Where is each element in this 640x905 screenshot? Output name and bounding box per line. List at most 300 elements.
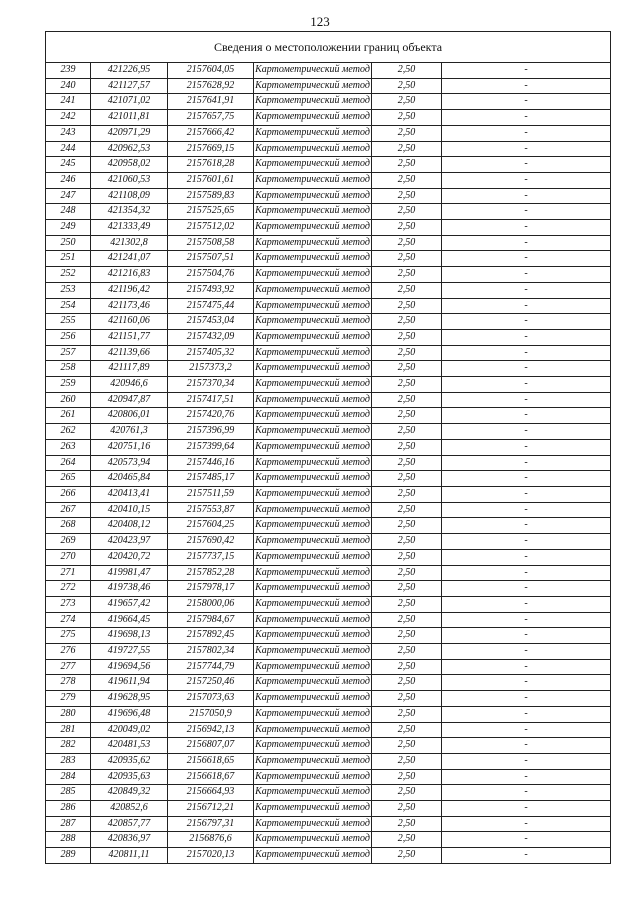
accuracy-cell: 2,50: [372, 534, 442, 550]
table-row: [46, 329, 611, 345]
accuracy-cell: 2,50: [372, 172, 442, 188]
accuracy-cell: 2,50: [372, 392, 442, 408]
accuracy-cell: 2,50: [372, 408, 442, 424]
accuracy-cell: 2,50: [372, 785, 442, 801]
x-coordinate-cell: 420465,84: [91, 471, 168, 487]
description-cell: -: [442, 235, 611, 251]
accuracy-cell: 2,50: [372, 644, 442, 660]
y-coordinate-cell: 2157657,75: [168, 110, 254, 126]
y-coordinate-cell: 2157399,64: [168, 439, 254, 455]
x-coordinate-cell: 421302,8: [91, 235, 168, 251]
table-row: [46, 408, 611, 424]
method-cell: Картометрический метод: [254, 675, 372, 691]
table-row: [46, 581, 611, 597]
description-cell: -: [442, 644, 611, 660]
table-row: [46, 486, 611, 502]
table-row: [46, 314, 611, 330]
method-cell: Картометрический метод: [254, 235, 372, 251]
accuracy-cell: 2,50: [372, 816, 442, 832]
point-number-cell: 275: [46, 628, 91, 644]
x-coordinate-cell: 421226,95: [91, 63, 168, 79]
method-cell: Картометрический метод: [254, 596, 372, 612]
table-row: [46, 204, 611, 220]
table-row: [46, 439, 611, 455]
point-number-cell: 241: [46, 94, 91, 110]
y-coordinate-cell: 2157512,02: [168, 220, 254, 236]
y-coordinate-cell: 2157690,42: [168, 534, 254, 550]
y-coordinate-cell: 2157511,59: [168, 486, 254, 502]
x-coordinate-cell: 421139,66: [91, 345, 168, 361]
accuracy-cell: 2,50: [372, 251, 442, 267]
page-number: 123: [310, 14, 330, 29]
method-cell: Картометрический метод: [254, 706, 372, 722]
point-number-cell: 264: [46, 455, 91, 471]
description-cell: -: [442, 596, 611, 612]
table-row: [46, 172, 611, 188]
accuracy-cell: 2,50: [372, 94, 442, 110]
description-cell: -: [442, 204, 611, 220]
point-number-cell: 278: [46, 675, 91, 691]
accuracy-cell: 2,50: [372, 314, 442, 330]
x-coordinate-cell: 420935,63: [91, 769, 168, 785]
table-row: [46, 534, 611, 550]
y-coordinate-cell: 2157420,76: [168, 408, 254, 424]
x-coordinate-cell: 420852,6: [91, 801, 168, 817]
accuracy-cell: 2,50: [372, 361, 442, 377]
table-row: [46, 377, 611, 393]
accuracy-cell: 2,50: [372, 612, 442, 628]
method-cell: Картометрический метод: [254, 63, 372, 79]
point-number-cell: 274: [46, 612, 91, 628]
point-number-cell: 277: [46, 659, 91, 675]
y-coordinate-cell: 2158000,06: [168, 596, 254, 612]
method-cell: Картометрический метод: [254, 832, 372, 848]
y-coordinate-cell: 2157641,91: [168, 94, 254, 110]
x-coordinate-cell: 421108,09: [91, 188, 168, 204]
accuracy-cell: 2,50: [372, 282, 442, 298]
accuracy-cell: 2,50: [372, 125, 442, 141]
y-coordinate-cell: 2157852,28: [168, 565, 254, 581]
accuracy-cell: 2,50: [372, 329, 442, 345]
y-coordinate-cell: 2157892,45: [168, 628, 254, 644]
table-row: [46, 282, 611, 298]
point-number-cell: 266: [46, 486, 91, 502]
description-cell: -: [442, 282, 611, 298]
method-cell: Картометрический метод: [254, 329, 372, 345]
point-number-cell: 259: [46, 377, 91, 393]
point-number-cell: 252: [46, 267, 91, 283]
x-coordinate-cell: 419738,46: [91, 581, 168, 597]
y-coordinate-cell: 2157604,05: [168, 63, 254, 79]
point-number-cell: 255: [46, 314, 91, 330]
accuracy-cell: 2,50: [372, 345, 442, 361]
point-number-cell: 288: [46, 832, 91, 848]
description-cell: -: [442, 738, 611, 754]
method-cell: Картометрический метод: [254, 722, 372, 738]
y-coordinate-cell: 2157475,44: [168, 298, 254, 314]
x-coordinate-cell: 419698,13: [91, 628, 168, 644]
table-row: [46, 235, 611, 251]
description-cell: -: [442, 424, 611, 440]
method-cell: Картометрический метод: [254, 738, 372, 754]
point-number-cell: 254: [46, 298, 91, 314]
method-cell: Картометрический метод: [254, 267, 372, 283]
method-cell: Картометрический метод: [254, 439, 372, 455]
point-number-cell: 242: [46, 110, 91, 126]
description-cell: -: [442, 691, 611, 707]
point-number-cell: 261: [46, 408, 91, 424]
point-number-cell: 244: [46, 141, 91, 157]
x-coordinate-cell: 420420,72: [91, 549, 168, 565]
x-coordinate-cell: 419981,47: [91, 565, 168, 581]
y-coordinate-cell: 2157493,92: [168, 282, 254, 298]
x-coordinate-cell: 419696,48: [91, 706, 168, 722]
point-number-cell: 239: [46, 63, 91, 79]
point-number-cell: 247: [46, 188, 91, 204]
x-coordinate-cell: 420481,53: [91, 738, 168, 754]
x-coordinate-cell: 420947,87: [91, 392, 168, 408]
method-cell: Картометрический метод: [254, 534, 372, 550]
description-cell: -: [442, 549, 611, 565]
method-cell: Картометрический метод: [254, 282, 372, 298]
y-coordinate-cell: 2156618,67: [168, 769, 254, 785]
y-coordinate-cell: 2157020,13: [168, 848, 254, 864]
accuracy-cell: 2,50: [372, 471, 442, 487]
y-coordinate-cell: 2157589,83: [168, 188, 254, 204]
description-cell: -: [442, 612, 611, 628]
point-number-cell: 251: [46, 251, 91, 267]
table-row: [46, 832, 611, 848]
accuracy-cell: 2,50: [372, 141, 442, 157]
accuracy-cell: 2,50: [372, 738, 442, 754]
accuracy-cell: 2,50: [372, 801, 442, 817]
accuracy-cell: 2,50: [372, 769, 442, 785]
y-coordinate-cell: 2157601,61: [168, 172, 254, 188]
description-cell: -: [442, 110, 611, 126]
method-cell: Картометрический метод: [254, 659, 372, 675]
point-number-cell: 263: [46, 439, 91, 455]
table-title: Сведения о местоположении границ объекта: [46, 32, 611, 63]
method-cell: Картометрический метод: [254, 424, 372, 440]
accuracy-cell: 2,50: [372, 596, 442, 612]
accuracy-cell: 2,50: [372, 63, 442, 79]
x-coordinate-cell: 419694,56: [91, 659, 168, 675]
method-cell: Картометрический метод: [254, 377, 372, 393]
description-cell: -: [442, 439, 611, 455]
method-cell: Картометрический метод: [254, 78, 372, 94]
point-number-cell: 282: [46, 738, 91, 754]
method-cell: Картометрический метод: [254, 565, 372, 581]
point-number-cell: 253: [46, 282, 91, 298]
description-cell: -: [442, 518, 611, 534]
description-cell: -: [442, 141, 611, 157]
accuracy-cell: 2,50: [372, 267, 442, 283]
method-cell: Картометрический метод: [254, 486, 372, 502]
table-row: [46, 675, 611, 691]
accuracy-cell: 2,50: [372, 439, 442, 455]
accuracy-cell: 2,50: [372, 188, 442, 204]
table-row: [46, 471, 611, 487]
x-coordinate-cell: 420806,01: [91, 408, 168, 424]
point-number-cell: 280: [46, 706, 91, 722]
accuracy-cell: 2,50: [372, 675, 442, 691]
method-cell: Картометрический метод: [254, 471, 372, 487]
description-cell: -: [442, 722, 611, 738]
table-row: [46, 392, 611, 408]
x-coordinate-cell: 420761,3: [91, 424, 168, 440]
table-row: [46, 738, 611, 754]
y-coordinate-cell: 2157508,58: [168, 235, 254, 251]
y-coordinate-cell: 2157432,09: [168, 329, 254, 345]
boundary-table-container: [45, 31, 610, 864]
table-title-row: [46, 32, 611, 63]
accuracy-cell: 2,50: [372, 157, 442, 173]
y-coordinate-cell: 2157396,99: [168, 424, 254, 440]
y-coordinate-cell: 2157628,92: [168, 78, 254, 94]
point-number-cell: 260: [46, 392, 91, 408]
method-cell: Картометрический метод: [254, 408, 372, 424]
accuracy-cell: 2,50: [372, 78, 442, 94]
table-row: [46, 518, 611, 534]
x-coordinate-cell: 420935,62: [91, 753, 168, 769]
description-cell: -: [442, 706, 611, 722]
accuracy-cell: 2,50: [372, 486, 442, 502]
description-cell: -: [442, 157, 611, 173]
point-number-cell: 256: [46, 329, 91, 345]
x-coordinate-cell: 421151,77: [91, 329, 168, 345]
x-coordinate-cell: 421071,02: [91, 94, 168, 110]
accuracy-cell: 2,50: [372, 706, 442, 722]
y-coordinate-cell: 2157507,51: [168, 251, 254, 267]
x-coordinate-cell: 421117,89: [91, 361, 168, 377]
x-coordinate-cell: 421173,46: [91, 298, 168, 314]
y-coordinate-cell: 2157978,17: [168, 581, 254, 597]
method-cell: Картометрический метод: [254, 345, 372, 361]
method-cell: Картометрический метод: [254, 220, 372, 236]
y-coordinate-cell: 2156797,31: [168, 816, 254, 832]
description-cell: -: [442, 486, 611, 502]
point-number-cell: 286: [46, 801, 91, 817]
method-cell: Картометрический метод: [254, 612, 372, 628]
table-row: [46, 706, 611, 722]
y-coordinate-cell: 2157446,16: [168, 455, 254, 471]
method-cell: Картометрический метод: [254, 251, 372, 267]
accuracy-cell: 2,50: [372, 753, 442, 769]
point-number-cell: 248: [46, 204, 91, 220]
description-cell: -: [442, 94, 611, 110]
table-row: [46, 769, 611, 785]
description-cell: -: [442, 361, 611, 377]
method-cell: Картометрический метод: [254, 753, 372, 769]
y-coordinate-cell: 2157553,87: [168, 502, 254, 518]
table-row: [46, 628, 611, 644]
point-number-cell: 287: [46, 816, 91, 832]
accuracy-cell: 2,50: [372, 377, 442, 393]
description-cell: -: [442, 455, 611, 471]
point-number-cell: 245: [46, 157, 91, 173]
point-number-cell: 262: [46, 424, 91, 440]
description-cell: -: [442, 659, 611, 675]
description-cell: -: [442, 220, 611, 236]
point-number-cell: 289: [46, 848, 91, 864]
method-cell: Картометрический метод: [254, 188, 372, 204]
point-number-cell: 257: [46, 345, 91, 361]
y-coordinate-cell: 2157373,2: [168, 361, 254, 377]
x-coordinate-cell: 420962,53: [91, 141, 168, 157]
method-cell: Картометрический метод: [254, 801, 372, 817]
accuracy-cell: 2,50: [372, 204, 442, 220]
y-coordinate-cell: 2156942,13: [168, 722, 254, 738]
y-coordinate-cell: 2157485,17: [168, 471, 254, 487]
x-coordinate-cell: 419727,55: [91, 644, 168, 660]
accuracy-cell: 2,50: [372, 502, 442, 518]
y-coordinate-cell: 2157669,15: [168, 141, 254, 157]
method-cell: Картометрический метод: [254, 816, 372, 832]
accuracy-cell: 2,50: [372, 659, 442, 675]
point-number-cell: 284: [46, 769, 91, 785]
method-cell: Картометрический метод: [254, 125, 372, 141]
y-coordinate-cell: 2157666,42: [168, 125, 254, 141]
point-number-cell: 243: [46, 125, 91, 141]
x-coordinate-cell: 420958,02: [91, 157, 168, 173]
x-coordinate-cell: 420413,41: [91, 486, 168, 502]
y-coordinate-cell: 2157370,34: [168, 377, 254, 393]
y-coordinate-cell: 2157250,46: [168, 675, 254, 691]
table-row: [46, 125, 611, 141]
method-cell: Картометрический метод: [254, 848, 372, 864]
table-row: [46, 722, 611, 738]
x-coordinate-cell: 420408,12: [91, 518, 168, 534]
table-row: [46, 251, 611, 267]
table-row: [46, 94, 611, 110]
description-cell: -: [442, 267, 611, 283]
x-coordinate-cell: 421333,49: [91, 220, 168, 236]
description-cell: -: [442, 298, 611, 314]
x-coordinate-cell: 420751,16: [91, 439, 168, 455]
method-cell: Картометрический метод: [254, 769, 372, 785]
x-coordinate-cell: 421216,83: [91, 267, 168, 283]
description-cell: -: [442, 125, 611, 141]
description-cell: -: [442, 63, 611, 79]
point-number-cell: 240: [46, 78, 91, 94]
table-row: [46, 502, 611, 518]
method-cell: Картометрический метод: [254, 157, 372, 173]
table-row: [46, 659, 611, 675]
x-coordinate-cell: 420836,97: [91, 832, 168, 848]
table-row: [46, 110, 611, 126]
description-cell: -: [442, 408, 611, 424]
accuracy-cell: 2,50: [372, 110, 442, 126]
table-row: [46, 549, 611, 565]
x-coordinate-cell: 420971,29: [91, 125, 168, 141]
x-coordinate-cell: 420857,77: [91, 816, 168, 832]
point-number-cell: 249: [46, 220, 91, 236]
table-row: [46, 424, 611, 440]
accuracy-cell: 2,50: [372, 518, 442, 534]
y-coordinate-cell: 2156664,93: [168, 785, 254, 801]
table-row: [46, 801, 611, 817]
description-cell: -: [442, 188, 611, 204]
y-coordinate-cell: 2157618,28: [168, 157, 254, 173]
point-number-cell: 246: [46, 172, 91, 188]
method-cell: Картометрический метод: [254, 94, 372, 110]
table-row: [46, 565, 611, 581]
y-coordinate-cell: 2157802,34: [168, 644, 254, 660]
y-coordinate-cell: 2157073,63: [168, 691, 254, 707]
accuracy-cell: 2,50: [372, 581, 442, 597]
point-number-cell: 272: [46, 581, 91, 597]
method-cell: Картометрический метод: [254, 644, 372, 660]
x-coordinate-cell: 421127,57: [91, 78, 168, 94]
description-cell: -: [442, 78, 611, 94]
point-number-cell: 271: [46, 565, 91, 581]
description-cell: -: [442, 251, 611, 267]
table-row: [46, 157, 611, 173]
x-coordinate-cell: 421160,06: [91, 314, 168, 330]
y-coordinate-cell: 2156876,6: [168, 832, 254, 848]
method-cell: Картометрический метод: [254, 298, 372, 314]
method-cell: Картометрический метод: [254, 110, 372, 126]
accuracy-cell: 2,50: [372, 549, 442, 565]
method-cell: Картометрический метод: [254, 455, 372, 471]
description-cell: -: [442, 502, 611, 518]
y-coordinate-cell: 2157050,9: [168, 706, 254, 722]
x-coordinate-cell: 421196,42: [91, 282, 168, 298]
x-coordinate-cell: 420811,11: [91, 848, 168, 864]
method-cell: Картометрический метод: [254, 204, 372, 220]
table-row: [46, 78, 611, 94]
description-cell: -: [442, 675, 611, 691]
method-cell: Картометрический метод: [254, 141, 372, 157]
y-coordinate-cell: 2157504,76: [168, 267, 254, 283]
x-coordinate-cell: 421011,81: [91, 110, 168, 126]
description-cell: -: [442, 534, 611, 550]
x-coordinate-cell: 420049,02: [91, 722, 168, 738]
x-coordinate-cell: 420573,94: [91, 455, 168, 471]
point-number-cell: 268: [46, 518, 91, 534]
description-cell: -: [442, 314, 611, 330]
method-cell: Картометрический метод: [254, 691, 372, 707]
method-cell: Картометрический метод: [254, 628, 372, 644]
x-coordinate-cell: 419664,45: [91, 612, 168, 628]
table-row: [46, 361, 611, 377]
description-cell: -: [442, 801, 611, 817]
boundary-table: [45, 31, 611, 864]
table-row: [46, 63, 611, 79]
description-cell: -: [442, 785, 611, 801]
y-coordinate-cell: 2156807,07: [168, 738, 254, 754]
x-coordinate-cell: 420849,32: [91, 785, 168, 801]
x-coordinate-cell: 421354,32: [91, 204, 168, 220]
accuracy-cell: 2,50: [372, 455, 442, 471]
table-row: [46, 345, 611, 361]
method-cell: Картометрический метод: [254, 361, 372, 377]
point-number-cell: 258: [46, 361, 91, 377]
table-row: [46, 753, 611, 769]
table-row: [46, 644, 611, 660]
point-number-cell: 267: [46, 502, 91, 518]
method-cell: Картометрический метод: [254, 172, 372, 188]
point-number-cell: 250: [46, 235, 91, 251]
y-coordinate-cell: 2156712,21: [168, 801, 254, 817]
y-coordinate-cell: 2157744,79: [168, 659, 254, 675]
accuracy-cell: 2,50: [372, 832, 442, 848]
point-number-cell: 279: [46, 691, 91, 707]
accuracy-cell: 2,50: [372, 424, 442, 440]
point-number-cell: 270: [46, 549, 91, 565]
method-cell: Картометрический метод: [254, 549, 372, 565]
y-coordinate-cell: 2157525,65: [168, 204, 254, 220]
